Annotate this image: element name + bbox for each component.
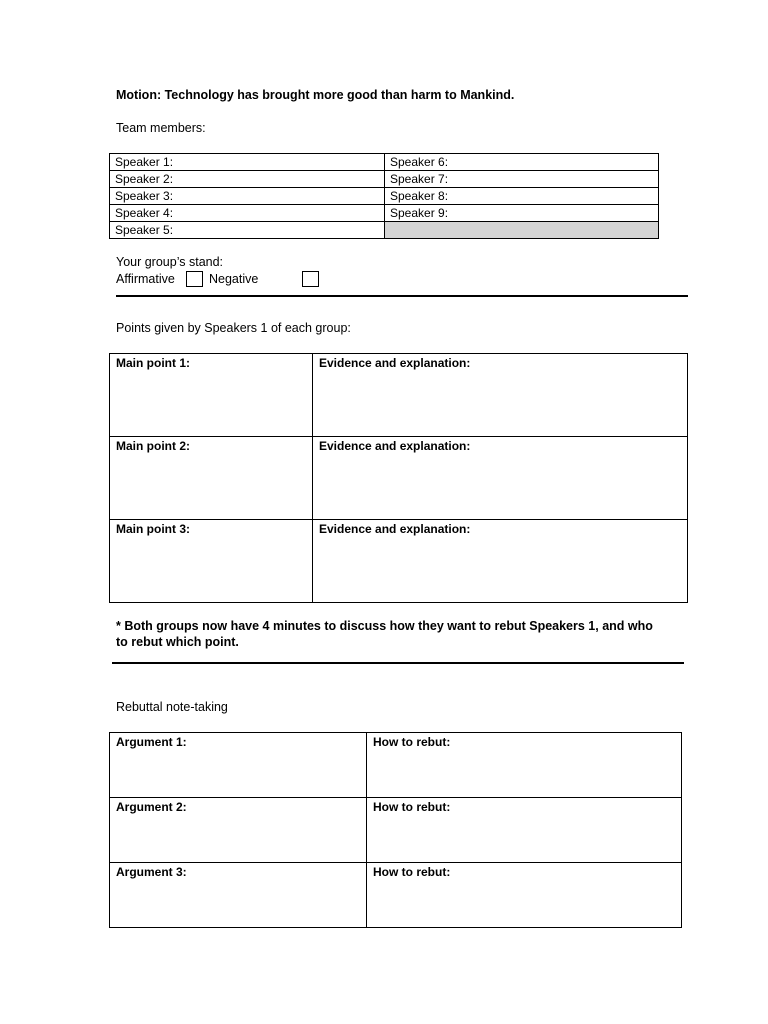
divider-line <box>116 295 688 297</box>
speaker-cell[interactable]: Speaker 3: <box>110 188 385 205</box>
motion-title: Motion: Technology has brought more good than harm to Mankind. <box>116 88 515 102</box>
table-row <box>110 354 688 437</box>
speaker-cell[interactable]: Speaker 1: <box>110 154 385 171</box>
speakers-table <box>109 153 659 239</box>
table-row <box>110 188 659 205</box>
argument-cell[interactable]: Argument 1: <box>110 733 367 798</box>
stand-label: Your group’s stand: <box>116 255 224 269</box>
table-row <box>110 863 682 928</box>
affirmative-checkbox[interactable] <box>186 271 203 287</box>
evidence-cell[interactable]: Evidence and explanation: <box>313 520 688 603</box>
evidence-cell[interactable]: Evidence and explanation: <box>313 354 688 437</box>
table-row <box>110 222 659 239</box>
speaker-cell[interactable]: Speaker 6: <box>385 154 659 171</box>
evidence-cell[interactable]: Evidence and explanation: <box>313 437 688 520</box>
main-point-cell[interactable]: Main point 2: <box>110 437 313 520</box>
how-to-rebut-cell[interactable]: How to rebut: <box>367 733 682 798</box>
speaker-cell[interactable]: Speaker 5: <box>110 222 385 239</box>
divider-line <box>112 662 684 664</box>
team-members-label: Team members: <box>116 121 206 135</box>
table-row <box>110 171 659 188</box>
shaded-empty-cell <box>385 222 659 239</box>
speaker-cell[interactable]: Speaker 7: <box>385 171 659 188</box>
negative-label: Negative <box>209 272 259 286</box>
speaker-cell[interactable]: Speaker 2: <box>110 171 385 188</box>
rebuttal-table <box>109 732 682 928</box>
discussion-note: * Both groups now have 4 minutes to discuss how they want to rebut Speakers 1, and who to rebut which point. <box>116 619 653 649</box>
table-row <box>110 520 688 603</box>
speaker-cell[interactable]: Speaker 8: <box>385 188 659 205</box>
points-label: Points given by Speakers 1 of each group: <box>116 321 351 335</box>
table-row <box>110 733 682 798</box>
speaker-cell[interactable]: Speaker 9: <box>385 205 659 222</box>
argument-cell[interactable]: Argument 2: <box>110 798 367 863</box>
table-row <box>110 205 659 222</box>
main-point-cell[interactable]: Main point 3: <box>110 520 313 603</box>
table-row <box>110 437 688 520</box>
how-to-rebut-cell[interactable]: How to rebut: <box>367 798 682 863</box>
points-table <box>109 353 688 603</box>
table-row <box>110 798 682 863</box>
how-to-rebut-cell[interactable]: How to rebut: <box>367 863 682 928</box>
argument-cell[interactable]: Argument 3: <box>110 863 367 928</box>
rebuttal-label: Rebuttal note-taking <box>116 700 228 714</box>
table-row <box>110 154 659 171</box>
affirmative-label: Affirmative <box>116 272 175 286</box>
stand-choice-row <box>116 270 356 290</box>
negative-checkbox[interactable] <box>302 271 319 287</box>
speaker-cell[interactable]: Speaker 4: <box>110 205 385 222</box>
main-point-cell[interactable]: Main point 1: <box>110 354 313 437</box>
